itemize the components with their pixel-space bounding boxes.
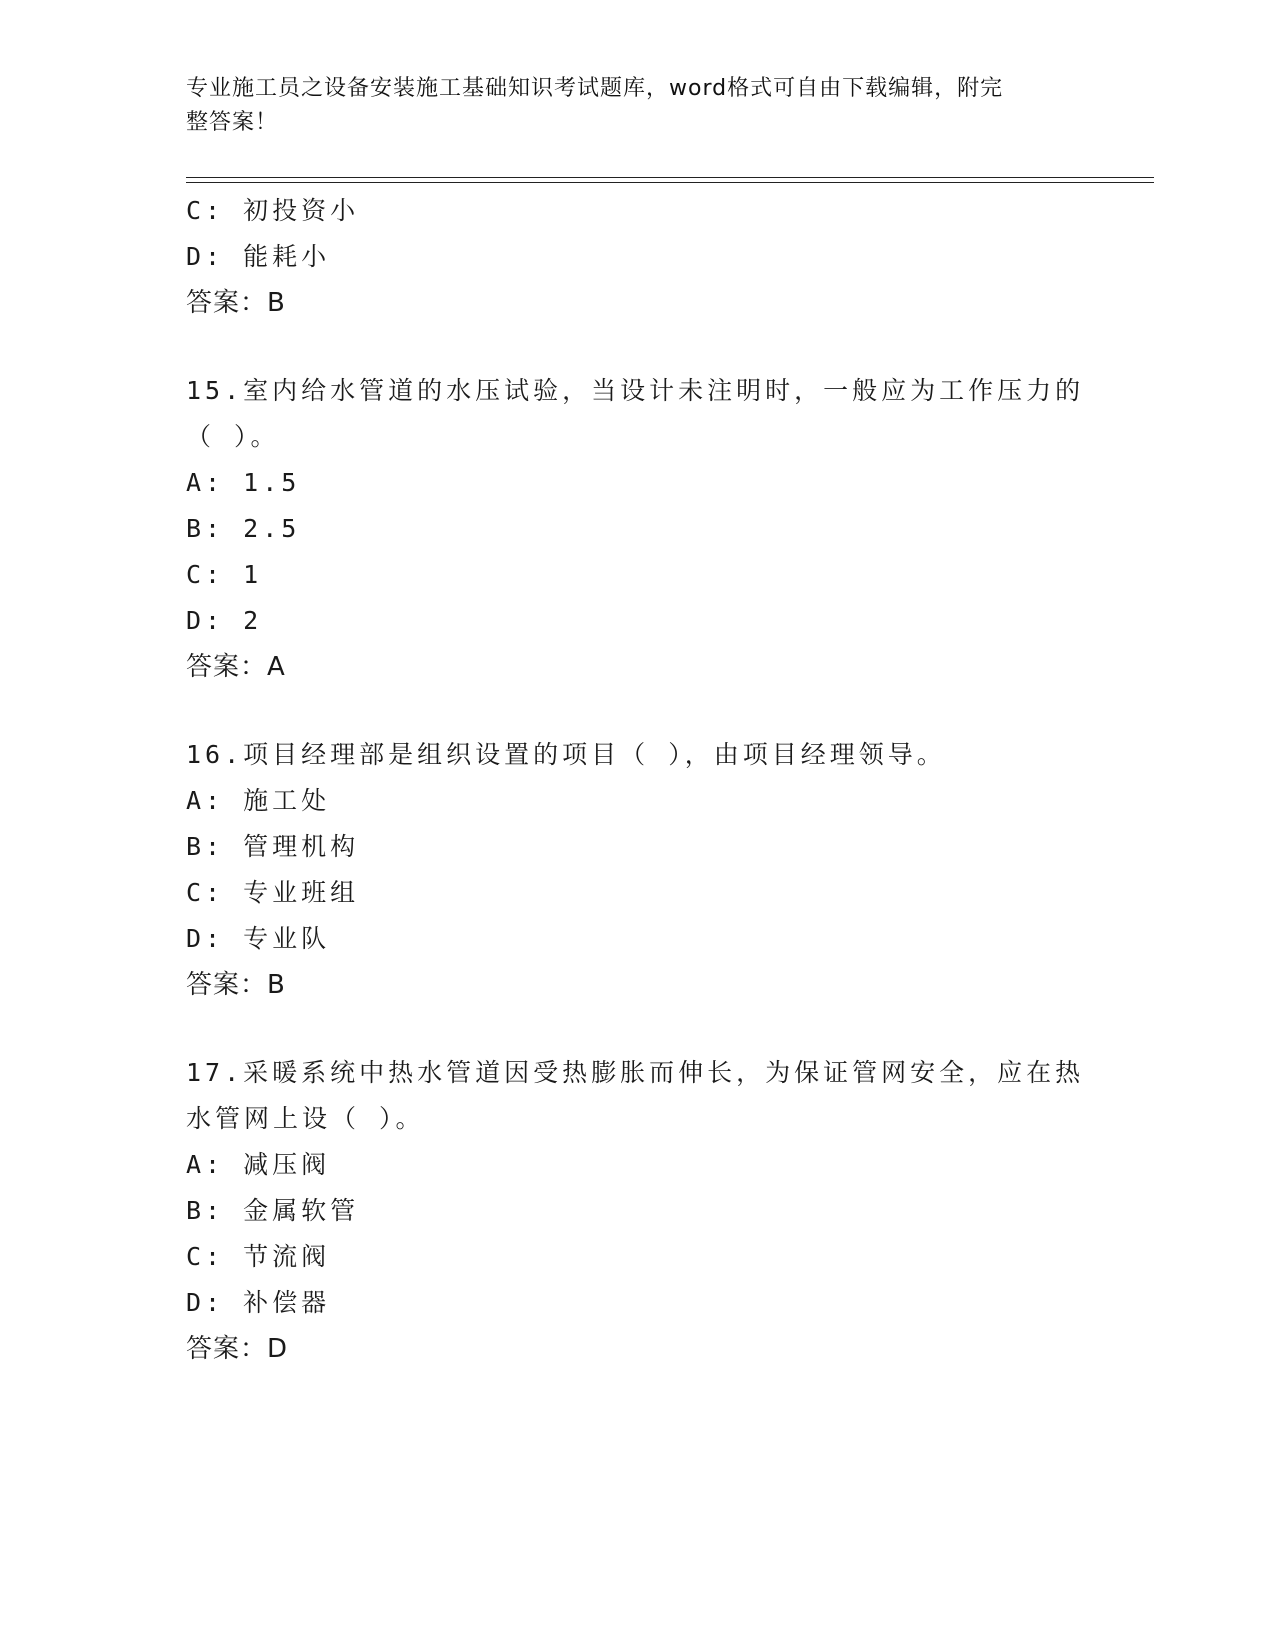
question-stem-line-1: 16.项目经理部是组织设置的项目（ ），由项目经理领导。 bbox=[186, 740, 946, 769]
question-17 bbox=[186, 1050, 1086, 1372]
option-text: 专业队 bbox=[243, 924, 331, 953]
option-d bbox=[186, 598, 1086, 644]
option-label: D: bbox=[186, 1288, 225, 1317]
option-b bbox=[186, 1188, 1086, 1234]
answer: 答案：D bbox=[186, 1334, 289, 1364]
option-d bbox=[186, 916, 1086, 962]
option-text: 管理机构 bbox=[243, 832, 360, 861]
answer: 答案：B bbox=[186, 288, 286, 318]
question-stem-line-2: 水管网上设（ ）。 bbox=[186, 1104, 425, 1133]
option-text: 节流阀 bbox=[243, 1242, 331, 1271]
option-label: B: bbox=[186, 514, 225, 543]
header-title-line-2: 整答案！ bbox=[186, 110, 279, 135]
option-text: 专业班组 bbox=[243, 878, 360, 907]
option-label: C: bbox=[186, 1242, 225, 1271]
option-label: B: bbox=[186, 1196, 225, 1225]
question-continued bbox=[186, 188, 1086, 326]
option-d bbox=[186, 234, 1086, 280]
option-c bbox=[186, 870, 1086, 916]
option-c bbox=[186, 188, 1086, 234]
option-label: B: bbox=[186, 832, 225, 861]
option-label: D: bbox=[186, 242, 225, 271]
option-c bbox=[186, 552, 1086, 598]
option-label: C: bbox=[186, 560, 225, 589]
option-a bbox=[186, 1142, 1086, 1188]
option-a bbox=[186, 460, 1086, 506]
question-16 bbox=[186, 732, 1086, 1008]
option-d bbox=[186, 1280, 1086, 1326]
option-b bbox=[186, 824, 1086, 870]
option-text: 金属软管 bbox=[243, 1196, 360, 1225]
document-header bbox=[186, 72, 1066, 140]
option-c bbox=[186, 1234, 1086, 1280]
question-stem-line-2: （ ）。 bbox=[186, 422, 280, 451]
option-label: A: bbox=[186, 1150, 225, 1179]
answer: 答案：B bbox=[186, 970, 286, 1000]
option-text: 2 bbox=[243, 606, 263, 635]
option-text: 1 bbox=[243, 560, 263, 589]
answer: 答案：A bbox=[186, 652, 286, 682]
option-text: 减压阀 bbox=[243, 1150, 331, 1179]
option-label: C: bbox=[186, 196, 225, 225]
option-label: D: bbox=[186, 924, 225, 953]
question-stem-line-1: 15.室内给水管道的水压试验，当设计未注明时，一般应为工作压力的 bbox=[186, 376, 1085, 405]
header-title-line-1: 专业施工员之设备安装施工基础知识考试题库，word格式可自由下载编辑，附完 bbox=[186, 76, 1004, 101]
question-stem-line-1: 17.采暖系统中热水管道因受热膨胀而伸长，为保证管网安全，应在热 bbox=[186, 1058, 1085, 1087]
option-label: C: bbox=[186, 878, 225, 907]
option-text: 1.5 bbox=[243, 468, 301, 497]
option-text: 施工处 bbox=[243, 786, 331, 815]
option-text: 初投资小 bbox=[243, 196, 360, 225]
question-15 bbox=[186, 368, 1086, 690]
option-label: A: bbox=[186, 468, 225, 497]
option-label: D: bbox=[186, 606, 225, 635]
option-b bbox=[186, 506, 1086, 552]
option-label: A: bbox=[186, 786, 225, 815]
header-divider-bottom bbox=[186, 182, 1154, 183]
option-text: 2.5 bbox=[243, 514, 301, 543]
option-text: 能耗小 bbox=[243, 242, 331, 271]
option-text: 补偿器 bbox=[243, 1288, 331, 1317]
option-a bbox=[186, 778, 1086, 824]
question-list bbox=[186, 188, 1086, 1372]
header-divider-top bbox=[186, 177, 1154, 178]
